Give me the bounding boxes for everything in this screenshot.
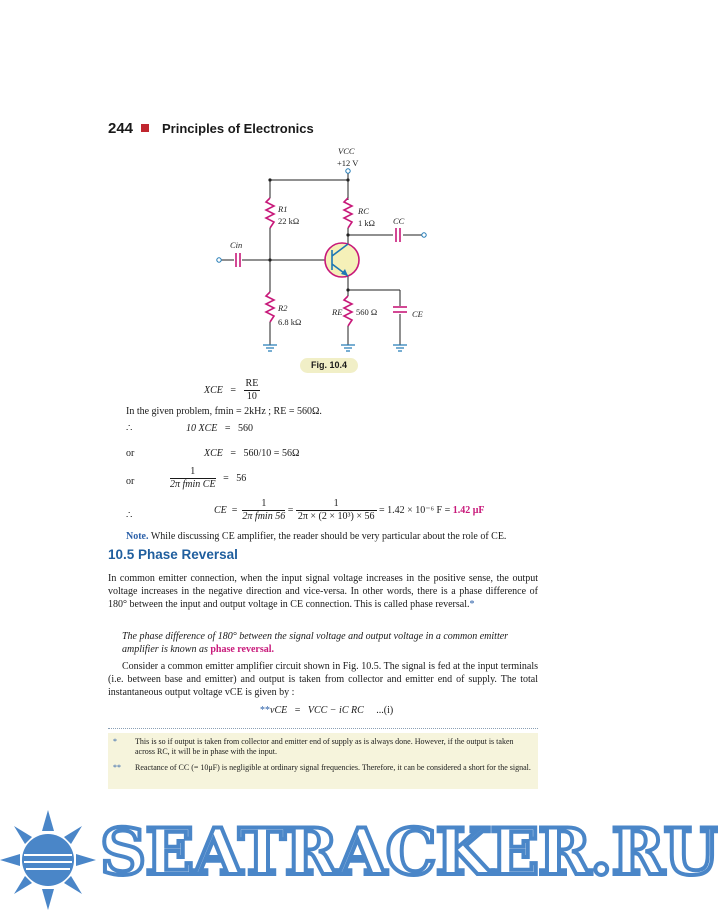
eq5-fraction-1 [242,498,285,523]
eq5-f2-denominator: 2π × (2 × 10³) × 56 [297,511,375,522]
rc-value: 1 kΩ [358,218,375,228]
paragraph-1-text: In common emitter connection, when the input signal voltage increases in the positive sense, the output voltage increases in the negative direction and vice-versa. In other words, there is a phase difference of 180° between the input and output voltage in CE connection. This is called phase reversal. [108,573,538,610]
eq3-equals: = [230,448,237,459]
eq5-f1-denominator: 2π fmin 56 [242,511,286,522]
eq5-result: = 1.42 × 10⁻⁶ F = [379,504,451,516]
eq3-rhs: 560/10 = 56Ω [243,448,300,459]
rc-label: RC [358,206,369,216]
eq1-numerator: RE [245,378,259,389]
eq5-f1-numerator: 1 [242,498,285,511]
equation-4 [170,466,246,491]
veq-lhs: vCE [270,705,288,716]
divider [108,728,538,729]
eq2-lhs: 10 XCE [186,423,218,434]
book-title: Principles of Electronics [162,121,314,136]
eq1-equals: = [230,384,237,396]
paragraph-3: Consider a common emitter amplifier circuit shown in Fig. 10.5. The signal is fed at the input terminals (i.e. between base and emitter) and output is taken from collector and emitter end of supply. The total instantaneous output voltage vCE is given by : [108,661,538,698]
eq5-lhs: CE [214,504,227,516]
footnote-1-text: This is so if output is taken from collector and emitter end of supply as is always done. However, if the output is taken across RC, it will be in phase with the input. [135,737,514,756]
page-number: 244 [108,120,134,137]
therefore-2: ∴ [126,510,133,521]
equation-2 [186,423,253,435]
or-1: or [126,448,135,459]
note-label: Note. [126,531,149,542]
veq-equals: = [294,705,301,716]
r1-value: 22 kΩ [278,216,300,226]
figure-caption: Fig. 10.4 [300,358,358,373]
paragraph-2 [122,630,538,656]
eq4-equals: = [223,472,229,484]
ce-label: CE [412,309,423,319]
eq5-f2-numerator: 1 [296,498,377,511]
section-heading: 10.5 Phase Reversal [108,547,238,562]
vcc-label: VCC [338,146,355,156]
r2-label: R2 [278,303,288,313]
paragraph-1 [108,572,538,611]
note-paragraph [126,530,538,543]
paragraph-1-footnote-mark: * [469,599,475,610]
note-body: While discussing CE amplifier, the reader should be very particular about the role of CE. [150,531,507,542]
eq2-equals: = [224,423,231,434]
watermark-text: SEATRACKER.RU [100,815,718,890]
veq-number: ...(i) [376,705,394,716]
footnote-2-text: Reactance of CC (= 10μF) is negligible at ordinary signal frequencies. Therefore, it can be considered a short for the signal. [135,763,531,772]
eq4-denominator: 2π fmin CE [170,479,216,490]
eq4-rhs: 56 [236,472,247,484]
paragraph-2-text: The phase difference of 180° between the signal voltage and output voltage in a common emitter amplifier is known as [122,631,509,655]
eq4-numerator: 1 [170,466,216,479]
output-voltage-equation [260,705,393,717]
circuit-diagram [208,140,448,360]
cc-label: CC [393,216,405,226]
eq4-fraction [170,466,216,491]
eq5-equals: = [231,504,238,516]
or-2: or [126,476,135,487]
equation-5 [214,498,485,523]
veq-marker: ** [260,705,270,716]
eq1-denominator: 10 [246,391,257,402]
re-value: 560 Ω [356,307,378,317]
r2-value: 6.8 kΩ [278,317,302,327]
eq5-equals-2: = [287,504,294,516]
eq3-lhs: XCE [204,448,223,459]
veq-rhs: VCC − iC RC [307,705,364,716]
footnote-1-marker: * [113,737,117,746]
header-square-icon [141,124,149,132]
vcc-value: +12 V [337,158,359,168]
eq5-answer: 1.42 μF [452,504,485,516]
footnotes-box [108,733,538,789]
paragraph-2-term: phase reversal. [210,644,275,655]
eq1-fraction [244,378,261,403]
eq2-rhs: 560 [238,423,254,434]
therefore-1: ∴ [126,423,133,434]
given-text: In the given problem, fmin = 2kHz ; RE = 560Ω. [126,406,322,417]
footnote-2-marker: ** [113,763,121,772]
cin-label: Cin [230,240,243,250]
equation-1 [204,378,260,403]
eq1-lhs: XCE [204,384,223,396]
r1-label: R1 [278,204,288,214]
eq5-fraction-2 [296,498,377,523]
equation-3 [204,448,299,460]
re-label: RE [332,307,343,317]
